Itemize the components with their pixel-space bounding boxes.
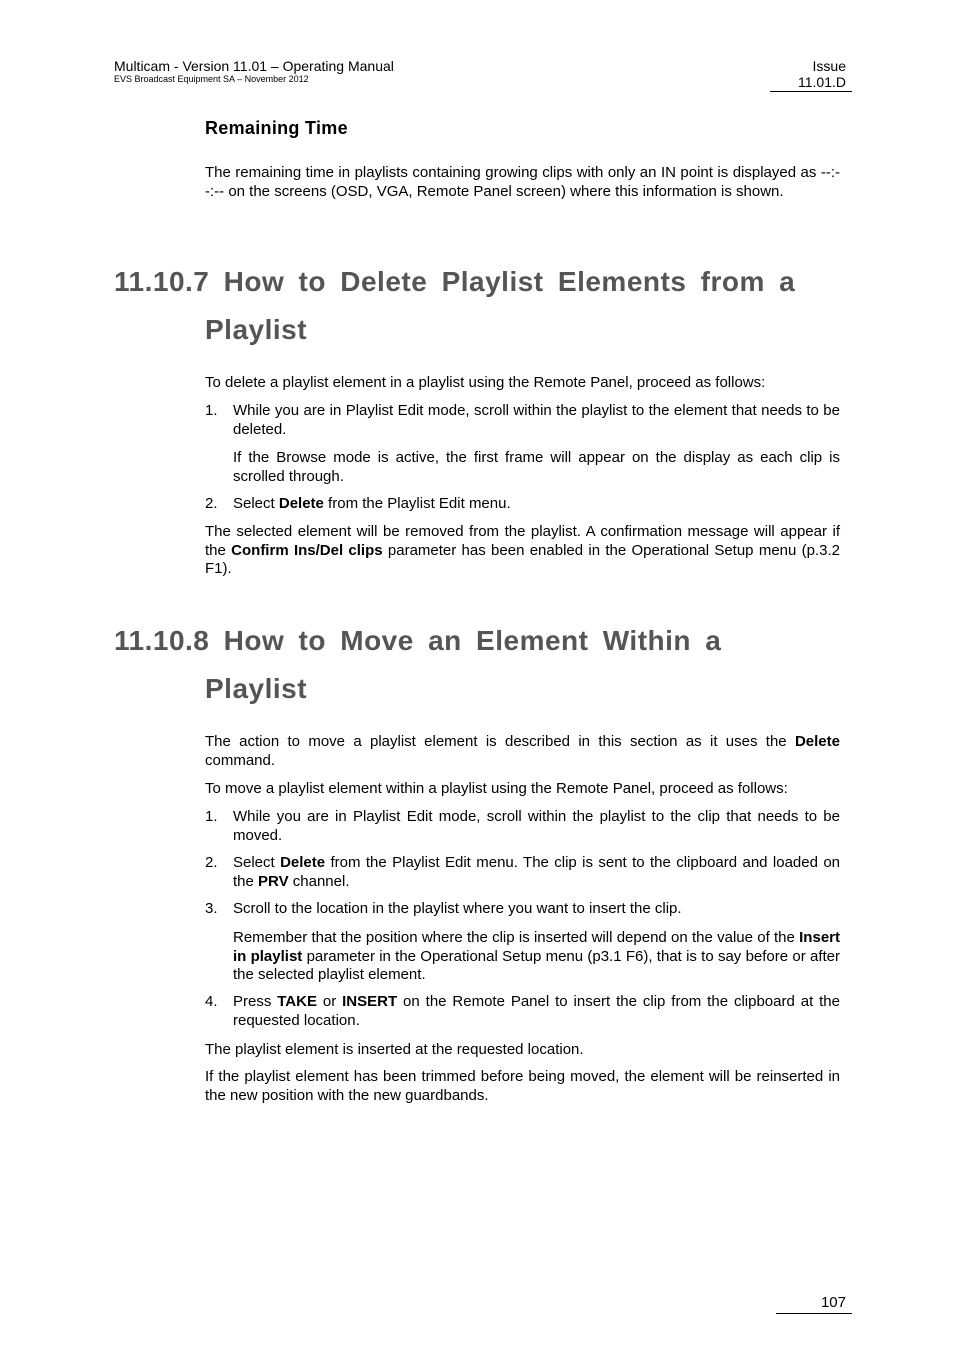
text-run: from the Playlist Edit menu. The clip is sent to the clipboard and loaded on the bbox=[233, 854, 841, 890]
remaining-time-paragraph: The remaining time in playlists containing growing clips with only an IN point is displayed as --:--:-- on the screens (OSD, VGA, Remote Panel screen) where this information is shown. bbox=[205, 164, 840, 200]
step-text: Scroll to the location in the playlist where you want to insert the clip. bbox=[233, 900, 682, 917]
section-1108-result-1: The playlist element is inserted at the requested location. bbox=[205, 1041, 584, 1058]
text-run: or bbox=[316, 993, 343, 1010]
text-run: from the Playlist Edit menu. bbox=[323, 495, 511, 512]
prv-channel: PRV bbox=[258, 872, 289, 890]
section-1108-heading-line1: 11.10.8 How to Move an Element Within a bbox=[114, 625, 722, 656]
document-title: Multicam - Version 11.01 – Operating Manual bbox=[114, 58, 394, 74]
step-text: While you are in Playlist Edit mode, scroll within the playlist to the element that needs to be deleted. bbox=[233, 402, 840, 438]
text-run: on the Remote Panel to insert the clip from the clipboard at the requested location. bbox=[233, 993, 840, 1029]
step-number: 1. bbox=[205, 402, 218, 419]
text-run: The action to move a playlist element is described in this section as it uses the bbox=[205, 733, 795, 750]
text-run: Select bbox=[233, 495, 279, 512]
step-text bbox=[233, 993, 840, 1030]
text-run: channel. bbox=[288, 872, 350, 890]
section-1108-intro-1 bbox=[205, 733, 840, 770]
step-text bbox=[233, 495, 840, 514]
delete-command: Delete bbox=[280, 854, 326, 871]
page-number: 107 bbox=[820, 1294, 846, 1311]
section-1108-heading bbox=[114, 625, 814, 704]
step-number: 2. bbox=[205, 854, 218, 871]
section-1107-intro: To delete a playlist element in a playlist using the Remote Panel, proceed as follows: bbox=[205, 374, 766, 391]
issue-label: Issue bbox=[812, 58, 846, 74]
issue-value: 11.01.D bbox=[798, 74, 846, 90]
remaining-time-heading: Remaining Time bbox=[205, 118, 348, 138]
document-publisher: EVS Broadcast Equipment SA – November 2012 bbox=[114, 74, 309, 84]
section-1107-heading-line1: 11.10.7 How to Delete Playlist Elements from a bbox=[114, 266, 796, 297]
section-1107-heading-line2: Playlist bbox=[205, 314, 308, 345]
step-number: 4. bbox=[205, 993, 218, 1010]
section-1107-heading bbox=[114, 266, 814, 345]
take-key: TAKE bbox=[277, 993, 317, 1010]
section-1108-intro-2: To move a playlist element within a playlist using the Remote Panel, proceed as follows: bbox=[205, 780, 788, 797]
step-number: 3. bbox=[205, 900, 218, 917]
insert-key: INSERT bbox=[342, 993, 398, 1010]
delete-command: Delete bbox=[278, 495, 324, 512]
step-text bbox=[233, 854, 840, 891]
confirm-ins-del-parameter: Confirm Ins/Del clips bbox=[231, 541, 383, 559]
section-1107-result bbox=[205, 523, 840, 579]
text-run: The selected element will be removed from the playlist. A confirmation message will appear if the bbox=[205, 523, 840, 559]
issue-underline bbox=[770, 91, 852, 92]
text-run: Press bbox=[233, 993, 278, 1010]
delete-command: Delete bbox=[794, 733, 840, 750]
text-run: parameter has been enabled in the Operational Setup menu (p.3.2 F1). bbox=[205, 541, 840, 577]
page-number-underline bbox=[776, 1313, 852, 1314]
step-number: 1. bbox=[205, 808, 218, 825]
step-number: 2. bbox=[205, 495, 218, 512]
text-run: Select bbox=[233, 854, 281, 871]
step-text: While you are in Playlist Edit mode, scroll within the playlist to the clip that needs to be moved. bbox=[233, 808, 840, 844]
section-1108-heading-line2: Playlist bbox=[205, 673, 308, 704]
section-1108-result-2: If the playlist element has been trimmed before being moved, the element will be reinserted in the new position with the new guardbands. bbox=[205, 1068, 840, 1104]
text-run: Remember that the position where the clip is inserted will depend on the value of the bbox=[233, 929, 800, 946]
text-run: parameter in the Operational Setup menu (p3.1 F6), that is to say before or after the selected playlist element. bbox=[233, 947, 840, 983]
insert-in-playlist-parameter: Insert in playlist bbox=[233, 929, 840, 965]
section-1108-step-3-note bbox=[233, 929, 840, 985]
text-run: command. bbox=[205, 751, 276, 769]
section-1107-step-1-note: If the Browse mode is active, the first frame will appear on the display as each clip is scrolled through. bbox=[233, 449, 840, 485]
